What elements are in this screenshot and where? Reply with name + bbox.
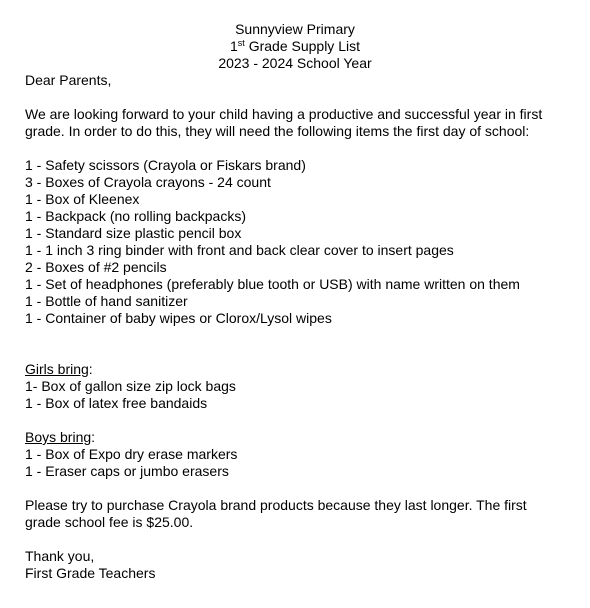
thanks-line: Thank you,: [25, 548, 95, 564]
document-header: [25, 21, 565, 72]
grade-number: 1: [230, 38, 238, 54]
boys-heading-text: Boys bring: [25, 429, 92, 445]
list-item: 1 - Bottle of hand sanitizer: [25, 293, 188, 309]
greeting: Dear Parents,: [25, 72, 112, 88]
spacer: [25, 327, 590, 361]
list-item: 1 - Set of headphones (preferably blue tooth or USB) with name written on them: [25, 276, 520, 292]
supply-list: [25, 157, 590, 327]
list-item: 1 - Container of baby wipes or Clorox/Lysol wipes: [25, 310, 332, 326]
boys-section: [25, 429, 590, 480]
girls-heading: Girls bring:: [25, 361, 93, 377]
spacer: [25, 412, 590, 429]
list-item: 1 - Box of Expo dry erase markers: [25, 446, 238, 462]
girls-heading-text: Girls bring: [25, 361, 89, 377]
list-item: 1 - Backpack (no rolling backpacks): [25, 208, 246, 224]
closing-note: Please try to purchase Crayola brand products because they last longer. The first grade school fee is $25.00.: [25, 497, 527, 530]
list-item: 2 - Boxes of #2 pencils: [25, 259, 167, 275]
grade-title-rest: Grade Supply List: [244, 38, 360, 54]
grade-ordinal: st: [237, 38, 245, 48]
school-year: 2023 - 2024 School Year: [218, 55, 372, 71]
spacer: [25, 480, 590, 497]
list-item: 1 - Eraser caps or jumbo erasers: [25, 463, 229, 479]
list-item: 1- Box of gallon size zip lock bags: [25, 378, 236, 394]
boys-heading: Boys bring:: [25, 429, 96, 445]
list-item: 1 - Box of Kleenex: [25, 191, 140, 207]
list-item: 1 - Safety scissors (Crayola or Fiskars brand): [25, 157, 306, 173]
list-item: 1 - Box of latex free bandaids: [25, 395, 208, 411]
signature: First Grade Teachers: [25, 565, 156, 581]
spacer: [25, 531, 590, 548]
spacer: [25, 89, 590, 106]
list-item: 3 - Boxes of Crayola crayons - 24 count: [25, 174, 271, 190]
intro-paragraph: We are looking forward to your child having a productive and successful year in first grade. In order to do this, they will need the following items the first day of school:: [25, 106, 543, 139]
school-name: Sunnyview Primary: [235, 21, 355, 37]
list-item: 1 - Standard size plastic pencil box: [25, 225, 242, 241]
supply-list-title: [25, 38, 565, 55]
girls-section: [25, 361, 590, 412]
spacer: [25, 140, 590, 157]
list-item: 1 - 1 inch 3 ring binder with front and back clear cover to insert pages: [25, 242, 454, 258]
